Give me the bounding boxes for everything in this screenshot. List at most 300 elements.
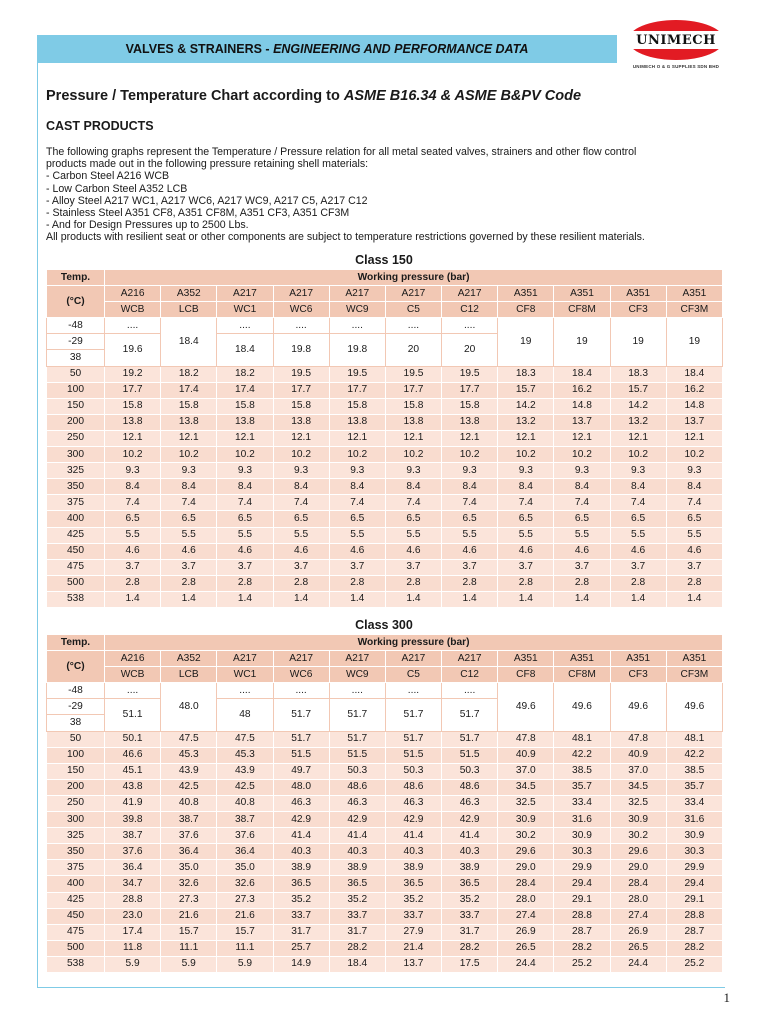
value-cell: 25.2: [554, 956, 610, 972]
value-cell: 46.3: [385, 795, 441, 811]
value-cell: 18.2: [217, 366, 273, 382]
temp-cell: 300: [47, 812, 105, 828]
value-cell: 17.4: [217, 382, 273, 398]
value-cell: 35.2: [442, 892, 498, 908]
value-cell: 6.5: [385, 511, 441, 527]
value-cell: 20: [442, 334, 498, 366]
value-cell: 1.4: [666, 591, 722, 607]
temp-cell: 150: [47, 398, 105, 414]
value-cell: 33.7: [385, 908, 441, 924]
value-cell: 5.9: [217, 956, 273, 972]
value-cell: 10.2: [273, 447, 329, 463]
value-cell: 13.7: [666, 414, 722, 430]
logo-subtitle: UNIMECH O & G SUPPLIES SDN BHD: [632, 64, 720, 69]
class-300-title: Class 300: [355, 618, 413, 632]
value-cell: 51.7: [273, 699, 329, 731]
value-cell: 38.9: [442, 860, 498, 876]
value-cell: 29.1: [666, 892, 722, 908]
material-designation: LCB: [161, 667, 217, 683]
working-pressure-header: Working pressure (bar): [105, 270, 723, 286]
value-cell: 7.4: [666, 495, 722, 511]
value-cell: 19: [610, 318, 666, 366]
table-row: [47, 956, 723, 972]
value-cell: 38.9: [273, 860, 329, 876]
value-cell: 48: [217, 699, 273, 731]
working-pressure-header: Working pressure (bar): [105, 635, 723, 651]
value-cell: 13.8: [105, 414, 161, 430]
value-cell: 13.8: [273, 414, 329, 430]
value-cell: 3.7: [329, 559, 385, 575]
value-cell: 19.6: [105, 334, 161, 366]
value-cell: ....: [105, 683, 161, 699]
value-cell: 10.2: [385, 447, 441, 463]
value-cell: 9.3: [217, 463, 273, 479]
value-cell: 5.5: [273, 527, 329, 543]
value-cell: 14.8: [666, 398, 722, 414]
value-cell: 51.1: [105, 699, 161, 731]
value-cell: 5.5: [498, 527, 554, 543]
value-cell: 5.5: [666, 527, 722, 543]
value-cell: 5.5: [442, 527, 498, 543]
value-cell: 2.8: [329, 575, 385, 591]
value-cell: 28.7: [554, 924, 610, 940]
value-cell: 27.3: [161, 892, 217, 908]
value-cell: 33.4: [554, 795, 610, 811]
value-cell: 5.5: [217, 527, 273, 543]
material-designation: WCB: [105, 667, 161, 683]
table-row: [47, 860, 723, 876]
temp-cell: -29: [47, 334, 105, 350]
value-cell: 5.5: [554, 527, 610, 543]
temp-cell: 100: [47, 382, 105, 398]
value-cell: 19.2: [105, 366, 161, 382]
value-cell: 15.7: [217, 924, 273, 940]
table-row: [47, 683, 723, 699]
value-cell: 42.2: [666, 747, 722, 763]
value-cell: 38.7: [105, 828, 161, 844]
value-cell: 47.8: [610, 731, 666, 747]
value-cell: 17.7: [105, 382, 161, 398]
value-cell: 20: [385, 334, 441, 366]
value-cell: 12.1: [385, 430, 441, 446]
value-cell: 51.7: [442, 699, 498, 731]
value-cell: 2.8: [442, 575, 498, 591]
value-cell: 9.3: [385, 463, 441, 479]
value-cell: 15.8: [105, 398, 161, 414]
value-cell: 50.3: [385, 763, 441, 779]
value-cell: 4.6: [666, 543, 722, 559]
value-cell: 1.4: [161, 591, 217, 607]
value-cell: 49.6: [610, 683, 666, 731]
value-cell: 26.9: [610, 924, 666, 940]
material-grade: A217: [273, 651, 329, 667]
value-cell: 29.4: [554, 876, 610, 892]
value-cell: 6.5: [273, 511, 329, 527]
value-cell: 6.5: [442, 511, 498, 527]
value-cell: 3.7: [217, 559, 273, 575]
value-cell: 23.0: [105, 908, 161, 924]
value-cell: 30.3: [666, 844, 722, 860]
material-designation: CF3: [610, 667, 666, 683]
value-cell: 9.3: [666, 463, 722, 479]
value-cell: 5.5: [105, 527, 161, 543]
header-row: [47, 635, 723, 651]
value-cell: 7.4: [610, 495, 666, 511]
value-cell: 37.0: [610, 763, 666, 779]
value-cell: 50.3: [442, 763, 498, 779]
value-cell: 1.4: [217, 591, 273, 607]
value-cell: 2.8: [610, 575, 666, 591]
material-row: [47, 667, 723, 683]
table-row: [47, 731, 723, 747]
value-cell: 18.3: [498, 366, 554, 382]
temp-cell: 350: [47, 479, 105, 495]
value-cell: 9.3: [442, 463, 498, 479]
value-cell: 40.9: [610, 747, 666, 763]
table-row: [47, 447, 723, 463]
value-cell: 14.2: [498, 398, 554, 414]
value-cell: 26.9: [498, 924, 554, 940]
value-cell: 46.3: [329, 795, 385, 811]
table-row: [47, 366, 723, 382]
temp-cell: 50: [47, 731, 105, 747]
value-cell: 43.8: [105, 779, 161, 795]
material-designation: LCB: [161, 302, 217, 318]
value-cell: 13.7: [554, 414, 610, 430]
value-cell: 3.7: [554, 559, 610, 575]
value-cell: 5.5: [610, 527, 666, 543]
intro-line: - Alloy Steel A217 WC1, A217 WC6, A217 WC9, A217 C5, A217 C12: [46, 194, 368, 207]
value-cell: 1.4: [273, 591, 329, 607]
value-cell: 36.4: [217, 844, 273, 860]
value-cell: 27.4: [498, 908, 554, 924]
value-cell: 4.6: [105, 543, 161, 559]
value-cell: 10.2: [554, 447, 610, 463]
frame-border-left: [37, 63, 38, 988]
value-cell: 41.4: [329, 828, 385, 844]
value-cell: 37.6: [161, 828, 217, 844]
value-cell: 6.5: [329, 511, 385, 527]
value-cell: 4.6: [273, 543, 329, 559]
material-designation: CF8M: [554, 302, 610, 318]
value-cell: 28.2: [442, 940, 498, 956]
temp-cell: 325: [47, 463, 105, 479]
value-cell: 6.5: [610, 511, 666, 527]
value-cell: 51.5: [329, 747, 385, 763]
value-cell: 21.4: [385, 940, 441, 956]
logo-band: [622, 31, 730, 49]
value-cell: ....: [442, 683, 498, 699]
value-cell: 38.5: [666, 763, 722, 779]
material-row: [47, 651, 723, 667]
temp-cell: 375: [47, 495, 105, 511]
value-cell: 3.7: [498, 559, 554, 575]
value-cell: 19.5: [329, 366, 385, 382]
value-cell: ....: [385, 683, 441, 699]
value-cell: 19: [498, 318, 554, 366]
value-cell: 10.2: [329, 447, 385, 463]
value-cell: 28.8: [554, 908, 610, 924]
value-cell: 29.6: [498, 844, 554, 860]
value-cell: 33.7: [442, 908, 498, 924]
value-cell: 42.9: [385, 812, 441, 828]
material-grade: A352: [161, 286, 217, 302]
value-cell: 28.7: [666, 924, 722, 940]
temp-cell: 538: [47, 591, 105, 607]
table-row: [47, 908, 723, 924]
material-grade: A351: [554, 286, 610, 302]
material-grade: A351: [498, 286, 554, 302]
value-cell: 32.5: [498, 795, 554, 811]
table-row: [47, 812, 723, 828]
table-row: [47, 398, 723, 414]
value-cell: 4.6: [161, 543, 217, 559]
value-cell: 8.4: [610, 479, 666, 495]
material-grade: A216: [105, 651, 161, 667]
value-cell: 9.3: [329, 463, 385, 479]
table-row: [47, 414, 723, 430]
value-cell: 21.6: [161, 908, 217, 924]
value-cell: 7.4: [329, 495, 385, 511]
value-cell: 24.4: [498, 956, 554, 972]
temp-unit-header: (°C): [47, 286, 105, 318]
value-cell: 16.2: [666, 382, 722, 398]
material-designation: CF8: [498, 667, 554, 683]
intro-text: [46, 146, 722, 244]
table-row: [47, 892, 723, 908]
value-cell: 28.2: [554, 940, 610, 956]
table-row: [47, 763, 723, 779]
temp-cell: 38: [47, 350, 105, 366]
value-cell: 13.7: [385, 956, 441, 972]
header-row: [47, 270, 723, 286]
value-cell: 49.6: [498, 683, 554, 731]
value-cell: 30.9: [498, 812, 554, 828]
value-cell: 3.7: [273, 559, 329, 575]
value-cell: 42.9: [329, 812, 385, 828]
value-cell: 30.9: [554, 828, 610, 844]
value-cell: 25.7: [273, 940, 329, 956]
temp-cell: 200: [47, 779, 105, 795]
value-cell: 40.3: [329, 844, 385, 860]
value-cell: 13.2: [610, 414, 666, 430]
value-cell: 8.4: [385, 479, 441, 495]
value-cell: 2.8: [498, 575, 554, 591]
value-cell: 8.4: [666, 479, 722, 495]
value-cell: ....: [442, 318, 498, 334]
material-designation: WC1: [217, 667, 273, 683]
value-cell: 35.2: [385, 892, 441, 908]
value-cell: 12.1: [554, 430, 610, 446]
material-grade: A217: [442, 651, 498, 667]
value-cell: 39.8: [105, 812, 161, 828]
value-cell: 12.1: [105, 430, 161, 446]
table-row: [47, 876, 723, 892]
intro-line: - And for Design Pressures up to 2500 Lbs.: [46, 219, 249, 232]
value-cell: 13.8: [329, 414, 385, 430]
value-cell: 13.8: [442, 414, 498, 430]
value-cell: 48.0: [273, 779, 329, 795]
value-cell: 25.2: [666, 956, 722, 972]
value-cell: 36.4: [105, 860, 161, 876]
value-cell: 4.6: [385, 543, 441, 559]
value-cell: 34.5: [498, 779, 554, 795]
table-row: [47, 495, 723, 511]
temp-cell: 400: [47, 876, 105, 892]
value-cell: 18.4: [666, 366, 722, 382]
material-designation: CF8M: [554, 667, 610, 683]
value-cell: 13.8: [217, 414, 273, 430]
value-cell: 26.5: [498, 940, 554, 956]
value-cell: 7.4: [385, 495, 441, 511]
value-cell: 7.4: [498, 495, 554, 511]
material-designation: WC1: [217, 302, 273, 318]
value-cell: 27.4: [610, 908, 666, 924]
temp-cell: 300: [47, 447, 105, 463]
value-cell: 15.8: [217, 398, 273, 414]
temp-cell: 38: [47, 715, 105, 731]
page-number: 1: [723, 990, 730, 1005]
value-cell: 29.6: [610, 844, 666, 860]
value-cell: 51.7: [329, 731, 385, 747]
value-cell: 36.5: [273, 876, 329, 892]
value-cell: 31.7: [442, 924, 498, 940]
value-cell: 41.4: [442, 828, 498, 844]
value-cell: 15.8: [442, 398, 498, 414]
intro-line: - Stainless Steel A351 CF8, A351 CF8M, A351 CF3, A351 CF3M: [46, 207, 350, 220]
value-cell: 8.4: [105, 479, 161, 495]
value-cell: 9.3: [273, 463, 329, 479]
material-grade: A351: [610, 286, 666, 302]
value-cell: 17.5: [442, 956, 498, 972]
value-cell: 47.5: [217, 731, 273, 747]
value-cell: 2.8: [217, 575, 273, 591]
material-designation: C5: [385, 667, 441, 683]
value-cell: 18.4: [554, 366, 610, 382]
value-cell: 41.4: [273, 828, 329, 844]
value-cell: 30.9: [610, 812, 666, 828]
value-cell: 2.8: [273, 575, 329, 591]
value-cell: 2.8: [554, 575, 610, 591]
temp-header: Temp.: [47, 270, 105, 286]
value-cell: 7.4: [161, 495, 217, 511]
value-cell: 30.9: [666, 828, 722, 844]
temp-cell: 475: [47, 559, 105, 575]
value-cell: 29.9: [666, 860, 722, 876]
intro-line: - Carbon Steel A216 WCB: [46, 170, 170, 183]
value-cell: 2.8: [385, 575, 441, 591]
header-title: VALVES & STRAINERS - ENGINEERING AND PERFORMANCE DATA: [125, 42, 529, 56]
value-cell: 35.0: [217, 860, 273, 876]
value-cell: 42.5: [161, 779, 217, 795]
value-cell: 31.7: [273, 924, 329, 940]
value-cell: 27.9: [385, 924, 441, 940]
table-row: [47, 511, 723, 527]
value-cell: 6.5: [217, 511, 273, 527]
value-cell: 3.7: [385, 559, 441, 575]
value-cell: 1.4: [498, 591, 554, 607]
value-cell: 7.4: [105, 495, 161, 511]
value-cell: 18.2: [161, 366, 217, 382]
table-row: [47, 382, 723, 398]
value-cell: 50.1: [105, 731, 161, 747]
value-cell: 9.3: [105, 463, 161, 479]
value-cell: 7.4: [273, 495, 329, 511]
unimech-logo: [622, 18, 730, 74]
value-cell: ....: [329, 683, 385, 699]
value-cell: 4.6: [442, 543, 498, 559]
value-cell: 17.7: [442, 382, 498, 398]
value-cell: 49.6: [554, 683, 610, 731]
value-cell: 29.0: [610, 860, 666, 876]
value-cell: 6.5: [161, 511, 217, 527]
value-cell: 15.8: [385, 398, 441, 414]
value-cell: 12.1: [217, 430, 273, 446]
material-designation: WC9: [329, 302, 385, 318]
value-cell: 15.7: [610, 382, 666, 398]
value-cell: 10.2: [217, 447, 273, 463]
logo-name: UNIMECH: [636, 32, 716, 48]
value-cell: 12.1: [329, 430, 385, 446]
value-cell: 6.5: [498, 511, 554, 527]
value-cell: 38.7: [161, 812, 217, 828]
table-row: [47, 479, 723, 495]
value-cell: 18.3: [610, 366, 666, 382]
value-cell: 51.7: [442, 731, 498, 747]
value-cell: 21.6: [217, 908, 273, 924]
material-grade: A217: [273, 286, 329, 302]
value-cell: 38.5: [554, 763, 610, 779]
value-cell: 30.2: [498, 828, 554, 844]
value-cell: 19: [666, 318, 722, 366]
value-cell: 12.1: [666, 430, 722, 446]
value-cell: 2.8: [161, 575, 217, 591]
value-cell: 41.9: [105, 795, 161, 811]
value-cell: 3.7: [666, 559, 722, 575]
value-cell: 37.6: [105, 844, 161, 860]
value-cell: 6.5: [666, 511, 722, 527]
value-cell: 4.6: [217, 543, 273, 559]
class-150-table: [46, 269, 723, 608]
temp-cell: 500: [47, 940, 105, 956]
value-cell: 17.7: [385, 382, 441, 398]
value-cell: 40.8: [217, 795, 273, 811]
value-cell: 5.5: [329, 527, 385, 543]
material-grade: A351: [666, 651, 722, 667]
value-cell: 49.7: [273, 763, 329, 779]
material-designation: WC9: [329, 667, 385, 683]
value-cell: 49.6: [666, 683, 722, 731]
value-cell: 28.0: [610, 892, 666, 908]
temp-cell: 475: [47, 924, 105, 940]
value-cell: 28.0: [498, 892, 554, 908]
temp-cell: 450: [47, 908, 105, 924]
material-grade: A352: [161, 651, 217, 667]
intro-line: - Low Carbon Steel A352 LCB: [46, 182, 188, 195]
temp-cell: 400: [47, 511, 105, 527]
value-cell: 18.4: [329, 956, 385, 972]
temp-cell: 50: [47, 366, 105, 382]
value-cell: 35.2: [329, 892, 385, 908]
table-row: [47, 940, 723, 956]
value-cell: 40.8: [161, 795, 217, 811]
value-cell: 12.1: [442, 430, 498, 446]
value-cell: 4.6: [610, 543, 666, 559]
value-cell: 8.4: [554, 479, 610, 495]
value-cell: 9.3: [498, 463, 554, 479]
material-designation: CF3M: [666, 667, 722, 683]
value-cell: 48.6: [385, 779, 441, 795]
